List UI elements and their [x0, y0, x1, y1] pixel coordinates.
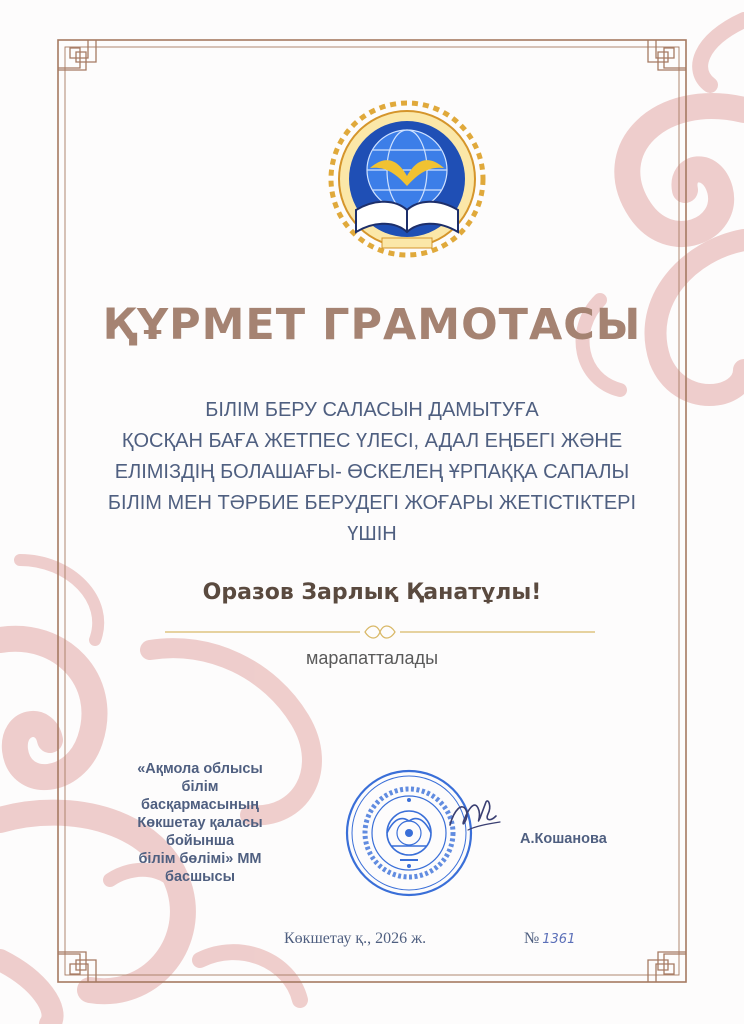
reason-line: БІЛІМ МЕН ТӘРБИЕ БЕРУДЕГІ ЖОҒАРЫ ЖЕТІСТІКТЕРІ — [107, 492, 637, 514]
ornamental-divider — [165, 620, 595, 644]
issuer-line: басшысы — [164, 869, 235, 885]
reason-line: БІЛІМ БЕРУ САЛАСЫН ДАМЫТУҒА — [205, 399, 539, 421]
reason-line: ҮШІН — [347, 523, 397, 545]
issuer-line: Көкшетау қаласы — [137, 815, 263, 831]
awarded-text: марапатталады — [305, 648, 439, 668]
certificate-title: ҚҰРМЕТ ГРАМОТАСЫ — [102, 300, 642, 350]
issuer-line: «Ақмола облысы — [137, 761, 263, 777]
issuer-line: білім — [181, 779, 219, 795]
issuer-line: басқармасының — [140, 797, 260, 813]
number-value: 1361 — [542, 932, 576, 947]
education-emblem-icon — [326, 98, 488, 260]
issuer-title — [100, 760, 300, 886]
issuer-line: білім бөлімі» ММ — [138, 851, 262, 867]
issuer-line: бойынша — [165, 833, 235, 849]
reason-line: ЕЛІМІЗДІҢ БОЛАШАҒЫ- ӨСКЕЛЕҢ ҰРПАҚҚА САПАЛЫ — [114, 461, 630, 483]
number-label: № — [524, 930, 540, 947]
recipient-name: Оразов Зарлық Қанатұлы! — [202, 580, 542, 605]
place-date: Көкшетау қ., 2026 ж. — [284, 930, 427, 947]
reason-line: ҚОСҚАН БАҒА ЖЕТПЕС ҮЛЕСІ, АДАЛ ЕҢБЕГІ ЖӘНЕ — [121, 430, 623, 452]
signature-icon — [440, 780, 510, 850]
award-reason — [100, 395, 644, 550]
certificate-number — [524, 930, 575, 948]
signer-name: А.Кошанова — [520, 831, 607, 847]
